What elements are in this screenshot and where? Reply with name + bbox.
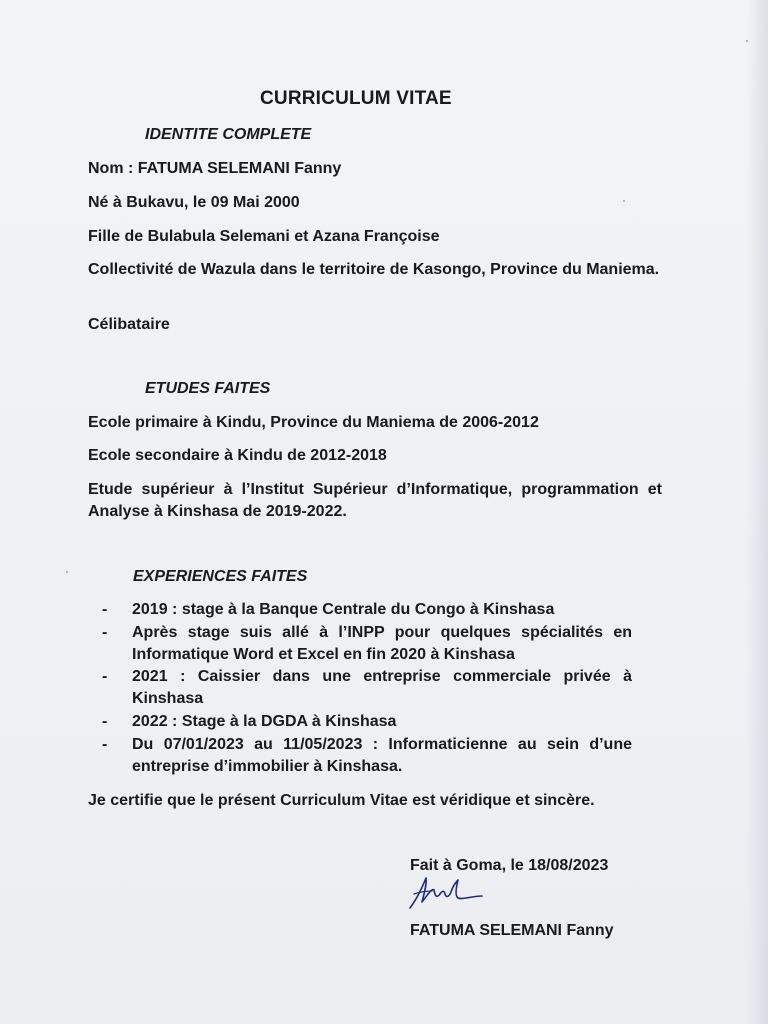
document-title: CURRICULUM VITAE <box>260 88 452 109</box>
page-edge-shadow <box>746 0 768 1024</box>
scan-speck <box>746 40 748 42</box>
birth-line: Né à Bukavu, le 09 Mai 2000 <box>88 194 300 211</box>
handwritten-signature-icon <box>406 870 486 914</box>
identity-heading: IDENTITE COMPLETE <box>145 126 312 143</box>
scan-speck <box>66 571 68 573</box>
experience-text: 2019 : stage à la Banque Centrale du Congo à Kinshasa <box>132 601 555 618</box>
studies-heading: ETUDES FAITES <box>145 380 271 397</box>
experience-text: Du 07/01/2023 au 11/05/2023 : Informaticienne au sein d’une entreprise d’immobilier à Kinshasa. <box>132 736 632 775</box>
signatory-name: FATUMA SELEMANI Fanny <box>410 922 614 939</box>
bullet-dash: - <box>102 601 108 618</box>
bullet-dash: - <box>102 668 108 685</box>
experience-text: 2021 : Caissier dans une entreprise commerciale privée à Kinshasa <box>132 668 632 707</box>
experience-item <box>102 622 632 666</box>
experience-item <box>102 666 632 710</box>
study-item: Ecole primaire à Kindu, Province du Maniema de 2006-2012 <box>88 414 539 431</box>
status-line: Célibataire <box>88 316 170 333</box>
bullet-dash: - <box>102 624 108 641</box>
origin-line: Collectivité de Wazula dans le territoire de Kasongo, Province du Maniema. <box>88 261 660 278</box>
scan-speck <box>623 200 625 202</box>
experience-item <box>102 599 632 621</box>
parents-line: Fille de Bulabula Selemani et Azana Françoise <box>88 228 440 245</box>
experience-item <box>102 734 632 778</box>
certification-statement: Je certifie que le présent Curriculum Vitae est véridique et sincère. <box>88 792 595 809</box>
place-date: Fait à Goma, le 18/08/2023 <box>410 857 609 874</box>
experience-text: 2022 : Stage à la DGDA à Kinshasa <box>132 713 397 730</box>
bullet-dash: - <box>102 736 108 753</box>
study-item: Etude supérieur à l’Institut Supérieur d’Informatique, programmation et Analyse à Kinshasa de 2019-2022. <box>88 481 662 520</box>
experience-text: Après stage suis allé à l’INPP pour quelques spécialités en Informatique Word et Excel en fin 2020 à Kinshasa <box>132 624 632 663</box>
bullet-dash: - <box>102 713 108 730</box>
experiences-heading: EXPERIENCES FAITES <box>133 568 308 585</box>
experience-item <box>102 711 632 733</box>
study-item: Ecole secondaire à Kindu de 2012-2018 <box>88 447 387 464</box>
name-line: Nom : FATUMA SELEMANI Fanny <box>88 160 342 177</box>
